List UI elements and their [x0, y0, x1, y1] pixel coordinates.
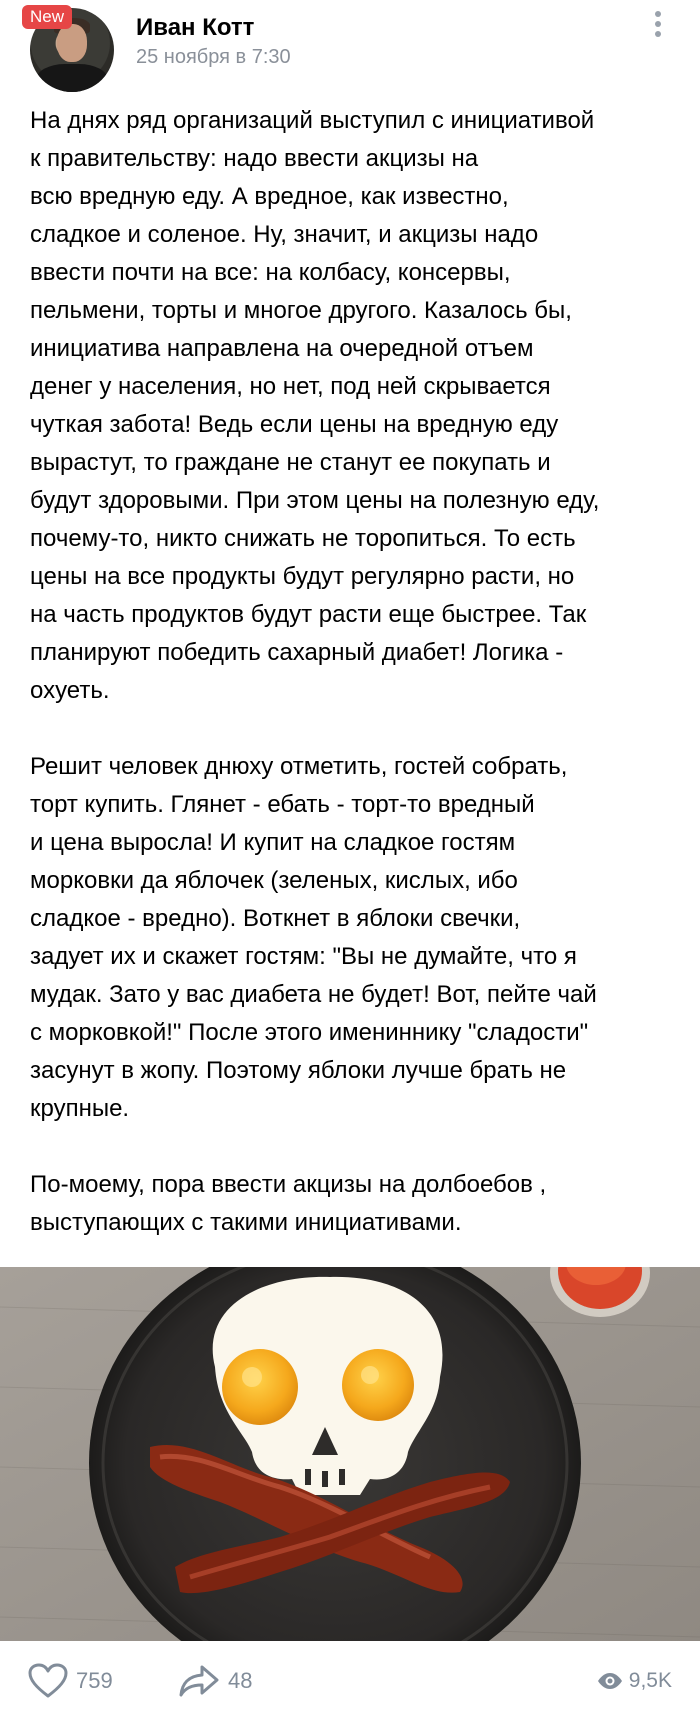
post-paragraph: На днях ряд организаций выступил с инициативой к правительству: надо ввести акцизы на всю вредную еду. А вредное, как известно, сладкое и соленое. Ну, значит, и акцизы надо ввести почти на все: на колбасу, консервы, пельмени, торты и многое другого. Казалось бы, инициатива направлена на очередной отъем денег у населения, но нет, под ней скрывается чуткая забота! Ведь если цены на вредную еду вырастут, то граждане не станут ее покупать и будут здоровыми. При этом цены на полезную еду, почему-то, никто снижать не торопиться. То есть цены на все продукты будут регулярно расти, но на часть продуктов будут расти еще быстрее. Так планируют победить сахарный диабет! Логика - охуеть.: [30, 107, 600, 704]
post-date[interactable]: 25 ноября в 7:30: [136, 46, 291, 68]
post-paragraph: Решит человек днюху отметить, гостей собрать, торт купить. Глянет - ебать - торт-то вредный и цена выросла! И купит на сладкое гостям морковки да яблочек (зеленых, кислых, ибо сладкое - вредно). Воткнет в яблоки свечки, задует их и скажет гостям: "Вы не думайте, что я мудак. Зато у вас диабета не будет! Вот, пейте чай с морковкой!" После этого имениннику "сладости" засунут в жопу. Поэтому яблоки лучше брать не крупные.: [30, 753, 597, 1122]
more-vertical-icon[interactable]: [648, 8, 668, 42]
post-text: [30, 102, 680, 1242]
views-counter: [597, 1661, 672, 1701]
eye-icon: [597, 1672, 623, 1690]
post-header: [0, 0, 700, 96]
share-button[interactable]: [178, 1661, 252, 1701]
more-dot: [655, 11, 661, 17]
more-dot: [655, 31, 661, 37]
avatar-face: [57, 24, 87, 62]
new-badge: New: [22, 5, 72, 29]
share-count: 48: [228, 1668, 253, 1693]
heart-icon: [28, 1663, 68, 1699]
post-paragraph: По-моему, пора ввести акцизы на долбоебов , выступающих с такими инициативами.: [30, 1171, 547, 1236]
post-photo[interactable]: [0, 1267, 700, 1641]
like-count: 759: [76, 1668, 113, 1693]
post-footer: [0, 1641, 700, 1719]
avatar-shirt: [36, 64, 108, 92]
share-icon: [178, 1664, 220, 1698]
like-button[interactable]: [28, 1661, 113, 1701]
author-name[interactable]: Иван Котт: [136, 14, 255, 41]
views-count: 9,5K: [628, 1669, 672, 1692]
more-dot: [655, 21, 661, 27]
skull-egg-bacon-photo: [0, 1267, 700, 1641]
